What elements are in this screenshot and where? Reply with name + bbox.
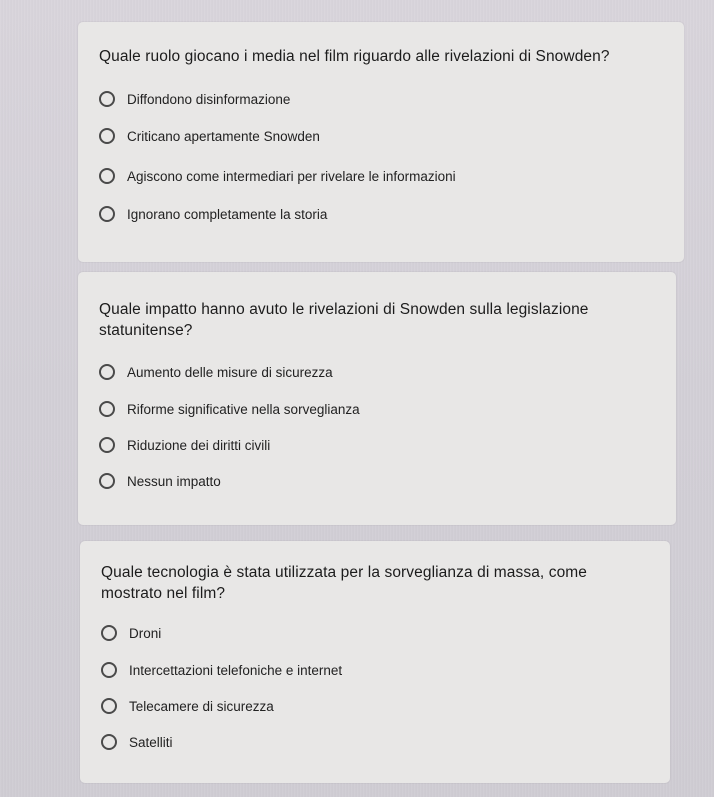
radio-button[interactable] [99, 401, 115, 417]
radio-button[interactable] [101, 625, 117, 641]
answer-option-label: Satelliti [129, 734, 173, 750]
answer-option-label: Droni [129, 625, 162, 641]
radio-button[interactable] [99, 437, 115, 453]
radio-button[interactable] [99, 364, 115, 380]
answer-option[interactable] [99, 203, 327, 225]
question-text: Quale impatto hanno avuto le rivelazioni di Snowden sulla legislazione statunitense? [99, 301, 589, 339]
answer-option[interactable] [101, 622, 161, 644]
answer-option[interactable] [99, 470, 221, 492]
radio-button[interactable] [99, 473, 115, 489]
answer-option[interactable] [99, 361, 333, 383]
question-card-3 [80, 541, 670, 783]
answer-option-label: Intercettazioni telefoniche e internet [129, 662, 343, 678]
answer-option-label: Ignorano completamente la storia [127, 206, 328, 222]
answer-option[interactable] [99, 398, 360, 420]
answer-option[interactable] [101, 659, 342, 681]
question-text: Quale ruolo giocano i media nel film riguardo alle rivelazioni di Snowden? [99, 48, 610, 65]
answer-option[interactable] [99, 125, 320, 147]
answer-option-label: Criticano apertamente Snowden [127, 128, 320, 144]
answer-option-label: Riforme significative nella sorveglianza [127, 401, 360, 417]
radio-button[interactable] [101, 698, 117, 714]
radio-button[interactable] [101, 734, 117, 750]
answer-option-label: Riduzione dei diritti civili [127, 437, 271, 453]
question-text: Quale tecnologia è stata utilizzata per la sorveglianza di massa, come mostrato nel film? [101, 564, 588, 602]
question-card-1 [78, 22, 684, 262]
answer-option-label: Diffondono disinformazione [127, 91, 291, 107]
answer-option-label: Aumento delle misure di sicurezza [127, 364, 333, 380]
answer-option-label: Agiscono come intermediari per rivelare le informazioni [127, 168, 456, 184]
radio-button[interactable] [99, 128, 115, 144]
answer-option[interactable] [101, 731, 173, 753]
radio-button[interactable] [99, 206, 115, 222]
answer-option-label: Nessun impatto [127, 473, 221, 489]
answer-option[interactable] [101, 695, 274, 717]
radio-button[interactable] [101, 662, 117, 678]
answer-option[interactable] [99, 88, 290, 110]
answer-option-label: Telecamere di sicurezza [129, 698, 274, 714]
radio-button[interactable] [99, 168, 115, 184]
answer-option[interactable] [99, 434, 270, 456]
radio-button[interactable] [99, 91, 115, 107]
answer-option[interactable] [99, 165, 456, 187]
question-card-2 [78, 272, 676, 525]
